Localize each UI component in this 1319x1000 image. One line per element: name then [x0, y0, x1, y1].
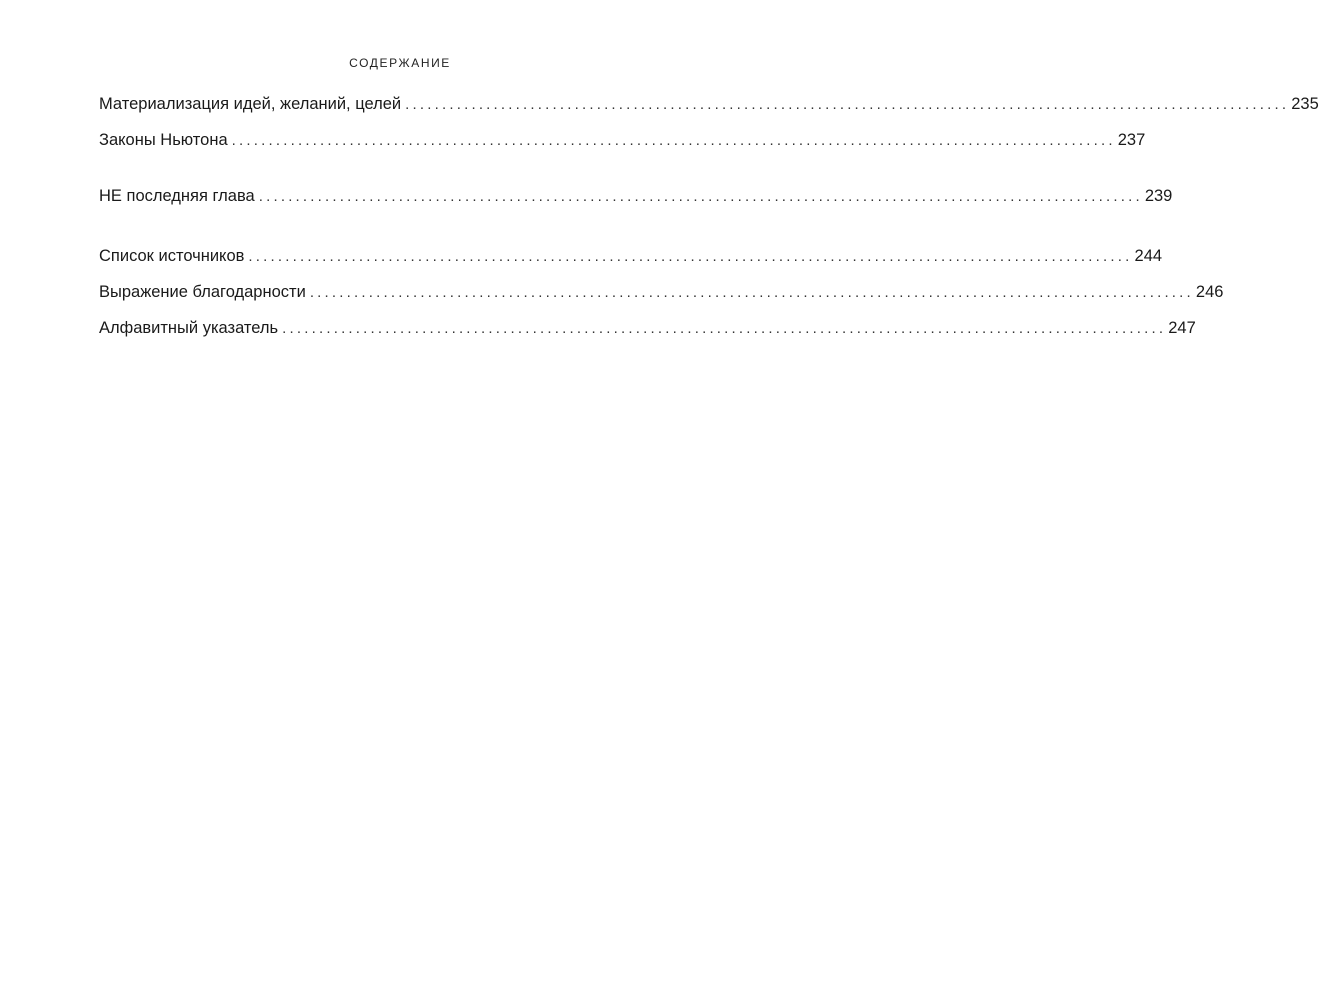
toc-entry-page: 244: [1134, 247, 1163, 265]
toc-entry-page: 239: [1144, 187, 1173, 205]
dot-leader: ........................................................................................................................: [231, 132, 1116, 149]
toc-entry-title: Алфавитный указатель: [99, 319, 279, 337]
toc-entry: [99, 92, 1319, 116]
toc-entry: [99, 244, 1163, 268]
running-header: СОДЕРЖАНИЕ: [349, 56, 451, 70]
dot-leader: ........................................................................................................................: [405, 96, 1290, 113]
toc-entry-title: Материализация идей, желаний, целей: [99, 95, 402, 113]
dot-leader: ........................................................................................................................: [248, 248, 1133, 265]
toc-entry-page: 237: [1117, 131, 1146, 149]
toc-entry-page: 247: [1168, 319, 1196, 337]
toc-entry: [99, 280, 1224, 304]
toc-entry-page: 235: [1291, 95, 1319, 113]
toc-entry-title: Выражение благодарности: [99, 283, 306, 301]
toc-entry: [99, 316, 1196, 340]
toc-entry-page: 246: [1195, 283, 1224, 301]
toc-entry-title: Законы Ньютона: [99, 131, 228, 149]
dot-leader: ........................................................................................................................: [309, 284, 1194, 301]
toc-entry-title: НЕ последняя глава: [99, 187, 255, 205]
toc-entry: [99, 184, 1173, 208]
toc-entry-title: Список источников: [99, 247, 245, 265]
dot-leader: ........................................................................................................................: [282, 320, 1167, 337]
toc-entry: [99, 128, 1146, 152]
dot-leader: ........................................................................................................................: [258, 188, 1143, 205]
